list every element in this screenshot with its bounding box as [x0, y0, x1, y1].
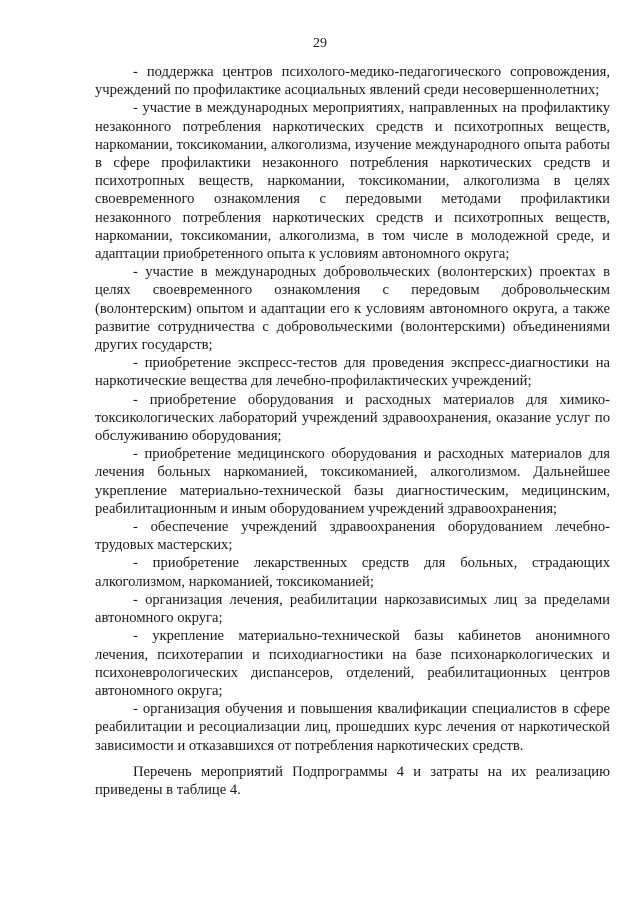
list-item: - участие в международных добровольческих (волонтерских) проектах в целях своевременного ознакомления с передовым добровольческим (волонтерским) опытом и адаптации его к условиям автономного округа, а также развитие сотрудничества с добровольческими (волонтерскими) объединениями других государств; — [95, 264, 610, 354]
list-item: - приобретение лекарственных средств для больных, страдающих алкоголизмом, наркоманией, токсикоманией; — [95, 555, 610, 590]
closing-paragraph: Перечень мероприятий Подпрограммы 4 и затраты на их реализацию приведены в таблице 4. — [95, 763, 610, 798]
list-item: - приобретение медицинского оборудования и расходных материалов для лечения больных наркоманией, токсикоманией, алкоголизмом. Дальнейшее укрепление материально-технической базы диагностическим, медицинским, реабилитационным и иным оборудованием учреждений здравоохранения; — [95, 446, 610, 517]
page-number: 29 — [313, 36, 327, 51]
list-item: - обеспечение учреждений здравоохранения оборудованием лечебно-трудовых мастерских; — [95, 519, 610, 554]
document-body — [95, 63, 610, 799]
list-item: - укрепление материально-технической базы кабинетов анонимного лечения, психотерапии и психодиагностики на базе психонаркологических и психоневрологических диспансеров, отделений, реабилитационных центров автономного округа; — [95, 628, 610, 699]
list-item: - организация лечения, реабилитации наркозависимых лиц за пределами автономного округа; — [95, 591, 610, 627]
list-item: - участие в международных мероприятиях, направленных на профилактику незаконного потребления наркотических средств и психотропных веществ, наркомании, токсикомании, алкоголизма, изучение международного опыта работы в сфере профилактики незаконного потребления наркотических средств и психотропных веществ, наркомании, токсикомании, алкоголизма в целях своевременного ознакомления с передовыми методами профилактики незаконного потребления наркотических средств и психотропных веществ, наркомании, токсикомании, алкоголизма, в том числе в молодежной среде, и адаптации приобретенного опыта к условиям автономного округа; — [95, 100, 610, 263]
list-item: - приобретение оборудования и расходных материалов для химико-токсикологических лабораторий учреждений здравоохранения, оказание услуг по обслуживанию оборудования; — [95, 391, 610, 445]
list-item: - поддержка центров психолого-медико-педагогического сопровождения, учреждений по профилактике асоциальных явлений среди несовершеннолетних; — [95, 64, 610, 99]
list-item: - приобретение экспресс-тестов для проведения экспресс-диагностики на наркотические вещества для лечебно-профилактических учреждений; — [95, 355, 610, 390]
list-item: - организация обучения и повышения квалификации специалистов в сфере реабилитации и ресоциализации лиц, прошедших курс лечения от наркотической зависимости и отказавшихся от потребления наркотических средств. — [95, 701, 610, 754]
